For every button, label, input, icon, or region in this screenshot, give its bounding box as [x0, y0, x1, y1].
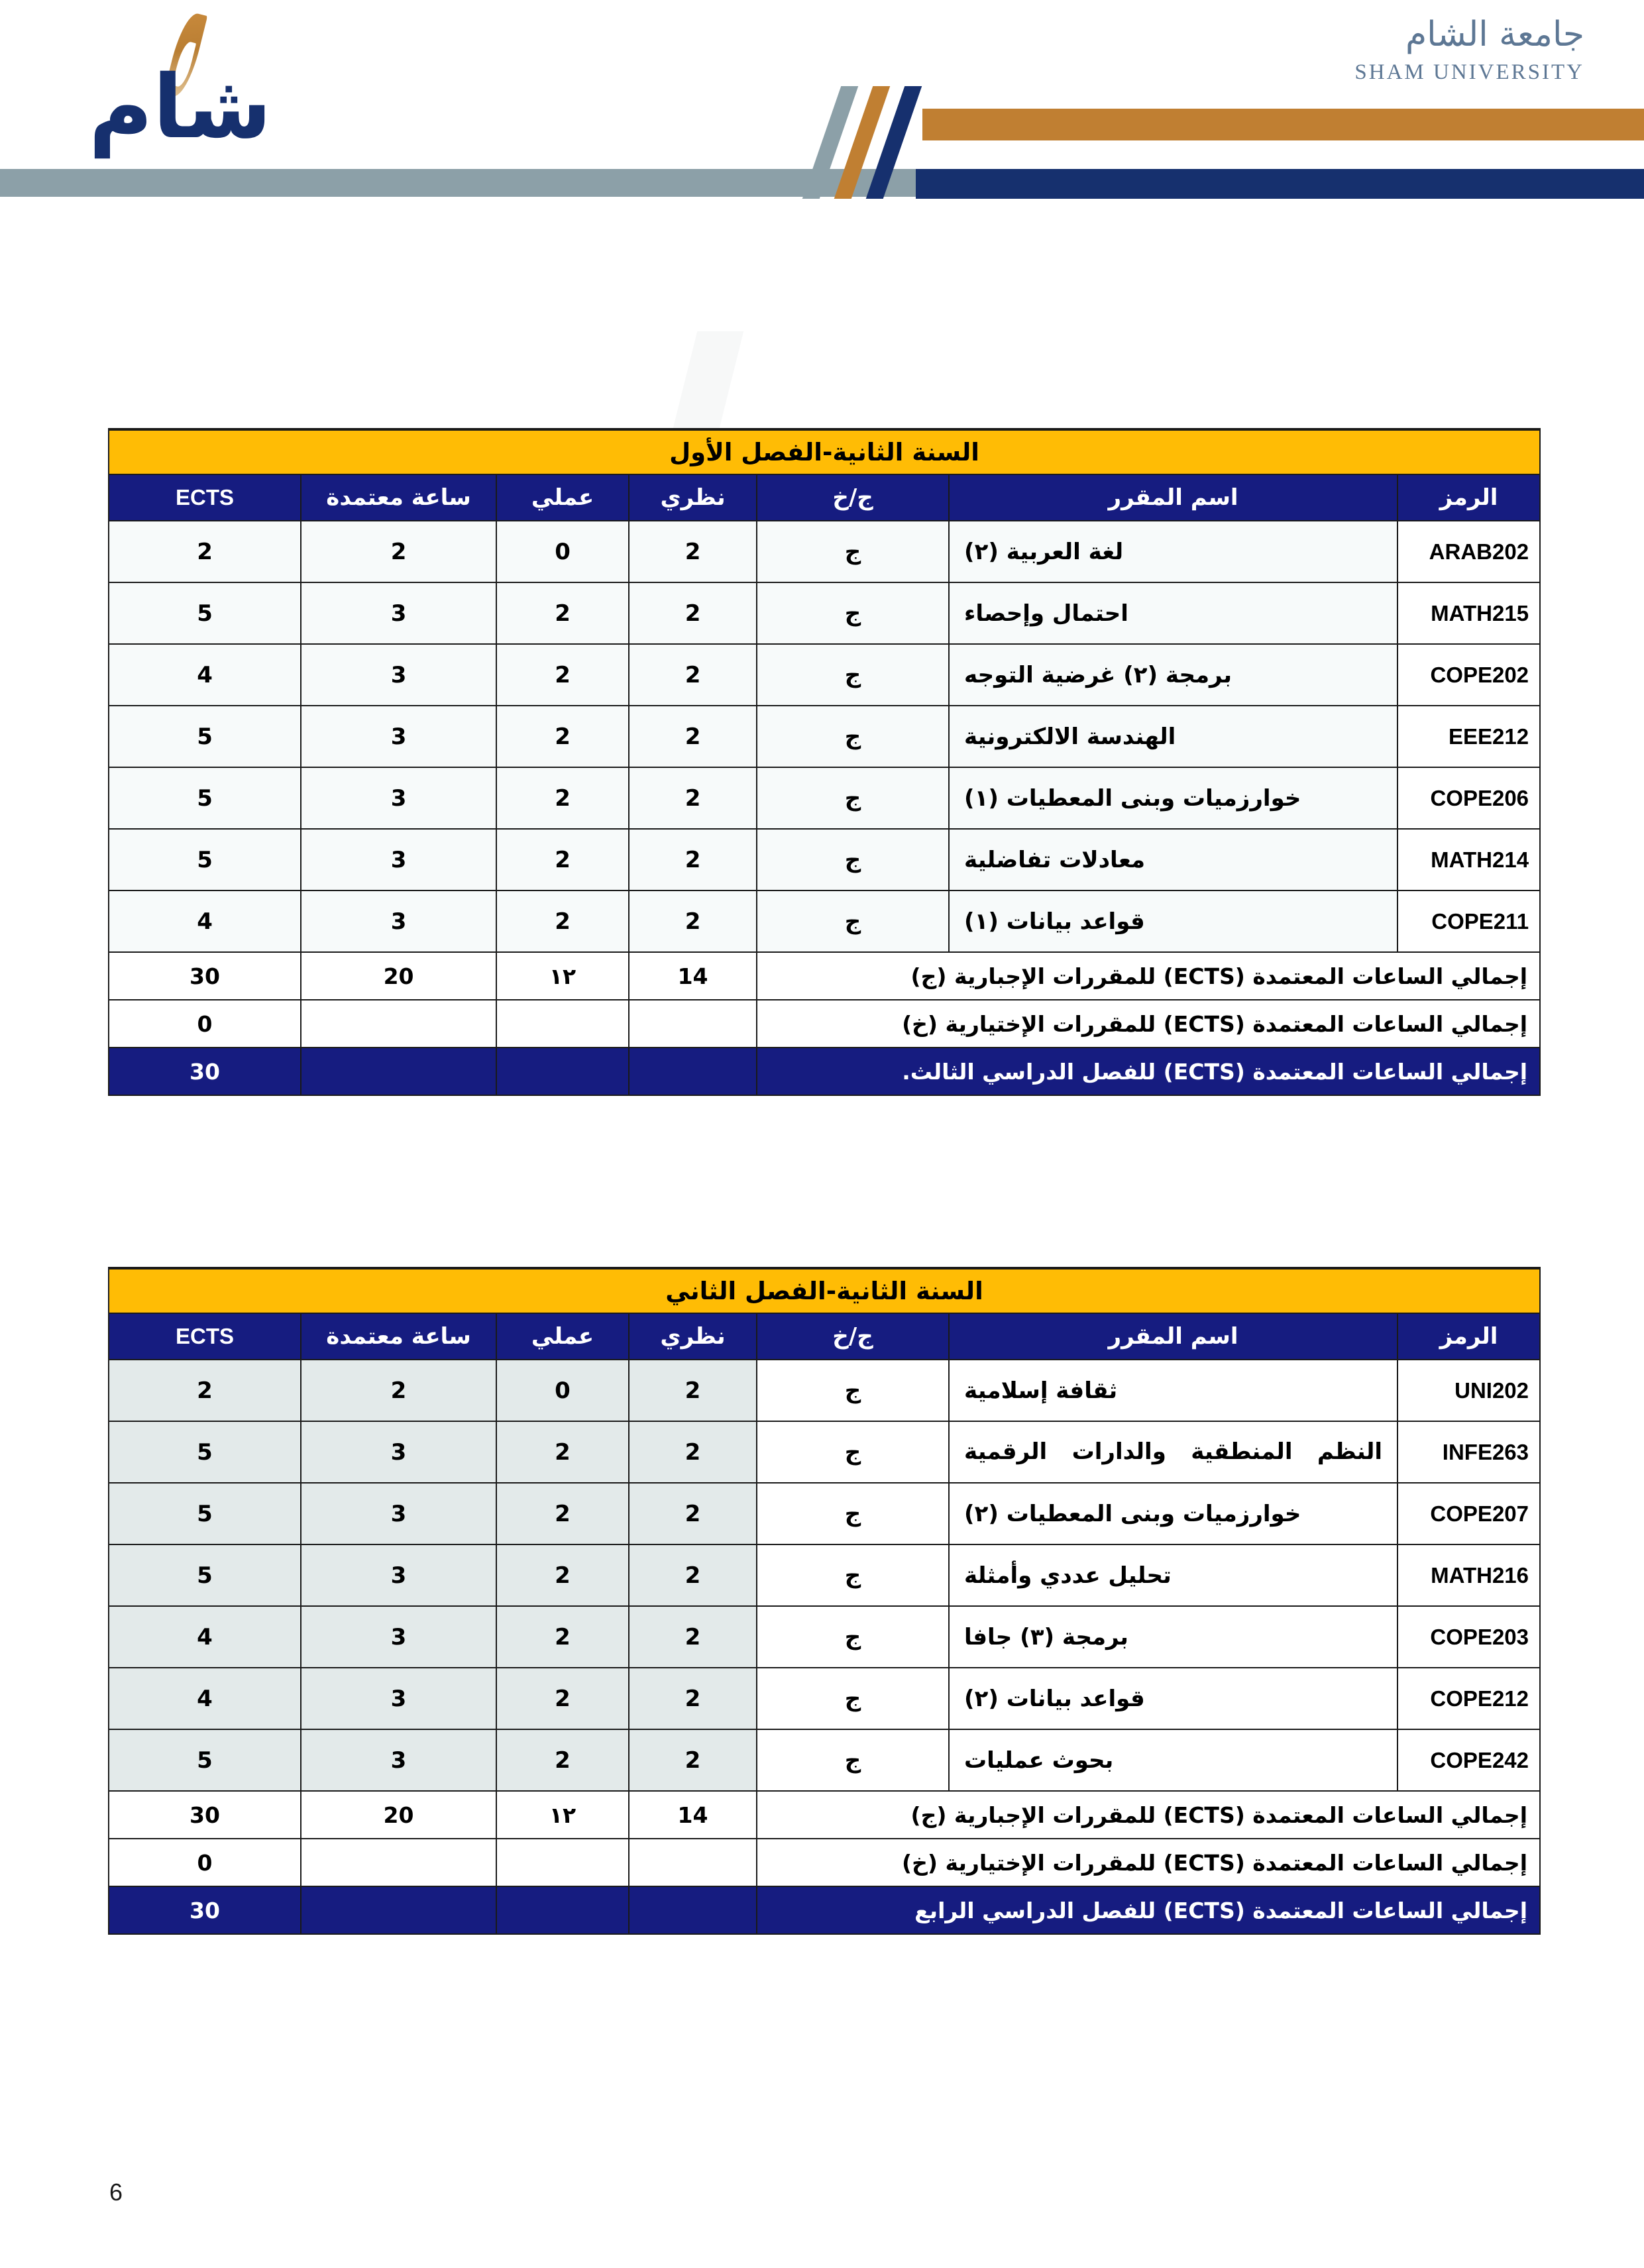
cell-course-name: قواعد بيانات (٢): [949, 1668, 1397, 1729]
cell-course-name: خوارزميات وبنى المعطيات (١): [949, 767, 1397, 829]
cell-ects: 4: [109, 644, 301, 706]
cell-practical-hours: 2: [496, 1729, 629, 1791]
table-grand-total-row: [109, 1886, 1540, 1934]
cell-practical-hours: 2: [496, 1668, 629, 1729]
cell-ects: 4: [109, 1606, 301, 1668]
table-summary-row: [109, 1839, 1540, 1886]
cell-course-type: ج: [757, 1360, 949, 1421]
cell-course-name: احتمال وإحصاء: [949, 582, 1397, 644]
cell-practical-hours: 2: [496, 829, 629, 891]
column-header-practical: عملي: [496, 474, 629, 521]
cell-course-code: COPE202: [1397, 644, 1540, 706]
cell-course-code: ARAB202: [1397, 521, 1540, 582]
cell-course-type: ج: [757, 1729, 949, 1791]
cell-course-name: لغة العربية (٢): [949, 521, 1397, 582]
cell-credit-hours: 3: [301, 829, 496, 891]
table-row: [109, 829, 1540, 891]
cell-theory-hours: 2: [629, 1544, 757, 1606]
summary-ects-total: 30: [109, 1791, 301, 1839]
cell-credit-hours: 3: [301, 767, 496, 829]
cell-ects: 5: [109, 1544, 301, 1606]
cell-course-type: ج: [757, 767, 949, 829]
summary-label: إجمالي الساعات المعتمدة (ECTS) للمقررات الإجبارية (ج): [757, 1791, 1540, 1839]
table-summary-row: [109, 1000, 1540, 1048]
cell-credit-hours: 3: [301, 1483, 496, 1544]
cell-course-type: ج: [757, 1483, 949, 1544]
cell-course-code: UNI202: [1397, 1360, 1540, 1421]
cell-theory-hours: 2: [629, 582, 757, 644]
grand-total-theory: [629, 1886, 757, 1934]
grand-total-practical: [496, 1048, 629, 1095]
table-body: [109, 429, 1540, 1095]
summary-practical-total: ١٢: [496, 952, 629, 1000]
cell-course-type: ج: [757, 891, 949, 952]
table-row: [109, 706, 1540, 767]
summary-practical-total: [496, 1839, 629, 1886]
cell-course-type: ج: [757, 521, 949, 582]
grand-total-credit: [301, 1886, 496, 1934]
cell-theory-hours: 2: [629, 1483, 757, 1544]
cell-practical-hours: 2: [496, 1483, 629, 1544]
table-row: [109, 582, 1540, 644]
summary-label: إجمالي الساعات المعتمدة (ECTS) للمقررات الإختيارية (خ): [757, 1839, 1540, 1886]
table-title: السنة الثانية-الفصل الثاني: [109, 1268, 1540, 1313]
summary-theory-total: [629, 1000, 757, 1048]
cell-course-type: ج: [757, 582, 949, 644]
cell-theory-hours: 2: [629, 829, 757, 891]
cell-ects: 4: [109, 1668, 301, 1729]
cell-course-name: برمجة (٢) غرضية التوجه: [949, 644, 1397, 706]
summary-theory-total: 14: [629, 952, 757, 1000]
grand-total-label: إجمالي الساعات المعتمدة (ECTS) للفصل الدراسي الثالث.: [757, 1048, 1540, 1095]
cell-course-code: INFE263: [1397, 1421, 1540, 1483]
cell-course-code: COPE212: [1397, 1668, 1540, 1729]
cell-practical-hours: 2: [496, 1544, 629, 1606]
cell-course-code: COPE207: [1397, 1483, 1540, 1544]
summary-label: إجمالي الساعات المعتمدة (ECTS) للمقررات الإجبارية (ج): [757, 952, 1540, 1000]
cell-course-name: معادلات تفاضلية: [949, 829, 1397, 891]
cell-course-name: تحليل عددي وأمثلة: [949, 1544, 1397, 1606]
cell-course-code: COPE242: [1397, 1729, 1540, 1791]
summary-ects-total: 30: [109, 952, 301, 1000]
summary-practical-total: [496, 1000, 629, 1048]
cell-practical-hours: 2: [496, 1421, 629, 1483]
university-name-arabic: جامعة الشام: [1405, 15, 1584, 54]
cell-practical-hours: 2: [496, 706, 629, 767]
cell-credit-hours: 2: [301, 521, 496, 582]
column-header-ects: ECTS: [109, 474, 301, 521]
cell-course-name: الهندسة الالكترونية: [949, 706, 1397, 767]
cell-practical-hours: 2: [496, 644, 629, 706]
column-header-type: ج/خ: [757, 474, 949, 521]
cell-ects: 2: [109, 1360, 301, 1421]
table-row: [109, 1668, 1540, 1729]
column-header-credit-hour: ساعة معتمدة: [301, 1313, 496, 1360]
cell-credit-hours: 2: [301, 1360, 496, 1421]
column-header-type: ج/خ: [757, 1313, 949, 1360]
cell-theory-hours: 2: [629, 1606, 757, 1668]
cell-ects: 5: [109, 706, 301, 767]
cell-theory-hours: 2: [629, 1668, 757, 1729]
table-grand-total-row: [109, 1048, 1540, 1095]
cell-practical-hours: 2: [496, 767, 629, 829]
cell-ects: 5: [109, 1421, 301, 1483]
cell-course-name: برمجة (٣) جافا: [949, 1606, 1397, 1668]
table-title-row: [109, 1268, 1540, 1313]
table-row: [109, 521, 1540, 582]
summary-credit-total: [301, 1000, 496, 1048]
cell-theory-hours: 2: [629, 767, 757, 829]
table-summary-row: [109, 1791, 1540, 1839]
table-row: [109, 1729, 1540, 1791]
table-summary-row: [109, 952, 1540, 1000]
table-title: السنة الثانية-الفصل الأول: [109, 429, 1540, 474]
grand-total-ects: 30: [109, 1048, 301, 1095]
column-header-ects: ECTS: [109, 1313, 301, 1360]
cell-practical-hours: 2: [496, 891, 629, 952]
cell-course-code: COPE206: [1397, 767, 1540, 829]
summary-credit-total: 20: [301, 952, 496, 1000]
summary-practical-total: ١٢: [496, 1791, 629, 1839]
cell-theory-hours: 2: [629, 1729, 757, 1791]
cell-theory-hours: 2: [629, 706, 757, 767]
column-header-code: الرمز: [1397, 474, 1540, 521]
table-row: [109, 1421, 1540, 1483]
cell-credit-hours: 3: [301, 1606, 496, 1668]
table-header-row: [109, 474, 1540, 521]
cell-practical-hours: 2: [496, 582, 629, 644]
table-row: [109, 1544, 1540, 1606]
table-row: [109, 1360, 1540, 1421]
cell-theory-hours: 2: [629, 521, 757, 582]
cell-ects: 4: [109, 891, 301, 952]
cell-credit-hours: 3: [301, 891, 496, 952]
column-header-theory: نظري: [629, 474, 757, 521]
column-header-course-name: اسم المقرر: [949, 1313, 1397, 1360]
cell-ects: 5: [109, 1729, 301, 1791]
cell-theory-hours: 2: [629, 1360, 757, 1421]
grand-total-credit: [301, 1048, 496, 1095]
cell-practical-hours: 2: [496, 1606, 629, 1668]
curriculum-table-year2-sem1: [108, 428, 1541, 1096]
grand-total-theory: [629, 1048, 757, 1095]
cell-credit-hours: 3: [301, 1729, 496, 1791]
cell-course-name: قواعد بيانات (١): [949, 891, 1397, 952]
cell-theory-hours: 2: [629, 644, 757, 706]
grand-total-ects: 30: [109, 1886, 301, 1934]
table-row: [109, 644, 1540, 706]
summary-ects-total: 0: [109, 1839, 301, 1886]
cell-course-code: MATH214: [1397, 829, 1540, 891]
cell-course-name: النظم المنطقية والدارات الرقمية: [949, 1421, 1397, 1483]
cell-course-name: خوارزميات وبنى المعطيات (٢): [949, 1483, 1397, 1544]
cell-course-code: COPE211: [1397, 891, 1540, 952]
cell-course-type: ج: [757, 1668, 949, 1729]
cell-ects: 5: [109, 767, 301, 829]
cell-theory-hours: 2: [629, 891, 757, 952]
table-header-row: [109, 1313, 1540, 1360]
table-row: [109, 767, 1540, 829]
summary-credit-total: [301, 1839, 496, 1886]
cell-course-type: ج: [757, 644, 949, 706]
summary-ects-total: 0: [109, 1000, 301, 1048]
grand-total-practical: [496, 1886, 629, 1934]
cell-course-name: ثقافة إسلامية: [949, 1360, 1397, 1421]
column-header-course-name: اسم المقرر: [949, 474, 1397, 521]
table-title-row: [109, 429, 1540, 474]
column-header-code: الرمز: [1397, 1313, 1540, 1360]
cell-ects: 5: [109, 582, 301, 644]
cell-credit-hours: 3: [301, 644, 496, 706]
cell-practical-hours: 0: [496, 521, 629, 582]
cell-theory-hours: 2: [629, 1421, 757, 1483]
logo-arabic-text: شام: [88, 56, 272, 158]
cell-course-code: MATH216: [1397, 1544, 1540, 1606]
cell-practical-hours: 0: [496, 1360, 629, 1421]
cell-course-type: ج: [757, 829, 949, 891]
cell-course-code: MATH215: [1397, 582, 1540, 644]
column-header-practical: عملي: [496, 1313, 629, 1360]
cell-credit-hours: 3: [301, 706, 496, 767]
table-row: [109, 1606, 1540, 1668]
page-number: 6: [109, 2179, 123, 2206]
cell-ects: 5: [109, 1483, 301, 1544]
summary-theory-total: 14: [629, 1791, 757, 1839]
cell-course-name: بحوث عمليات: [949, 1729, 1397, 1791]
grand-total-label: إجمالي الساعات المعتمدة (ECTS) للفصل الدراسي الرابع: [757, 1886, 1540, 1934]
cell-credit-hours: 3: [301, 1668, 496, 1729]
cell-credit-hours: 3: [301, 582, 496, 644]
cell-course-type: ج: [757, 1606, 949, 1668]
curriculum-table-year2-sem2: [108, 1267, 1541, 1935]
cell-course-code: COPE203: [1397, 1606, 1540, 1668]
table-row: [109, 1483, 1540, 1544]
summary-theory-total: [629, 1839, 757, 1886]
column-header-credit-hour: ساعة معتمدة: [301, 474, 496, 521]
summary-label: إجمالي الساعات المعتمدة (ECTS) للمقررات الإختيارية (خ): [757, 1000, 1540, 1048]
cell-ects: 2: [109, 521, 301, 582]
table-body: [109, 1268, 1540, 1934]
cell-course-type: ج: [757, 1421, 949, 1483]
cell-ects: 5: [109, 829, 301, 891]
cell-credit-hours: 3: [301, 1421, 496, 1483]
university-name-english: SHAM UNIVERSITY: [1354, 60, 1584, 84]
summary-credit-total: 20: [301, 1791, 496, 1839]
cell-credit-hours: 3: [301, 1544, 496, 1606]
table-row: [109, 891, 1540, 952]
cell-course-code: EEE212: [1397, 706, 1540, 767]
cell-course-type: ج: [757, 706, 949, 767]
column-header-theory: نظري: [629, 1313, 757, 1360]
cell-course-type: ج: [757, 1544, 949, 1606]
